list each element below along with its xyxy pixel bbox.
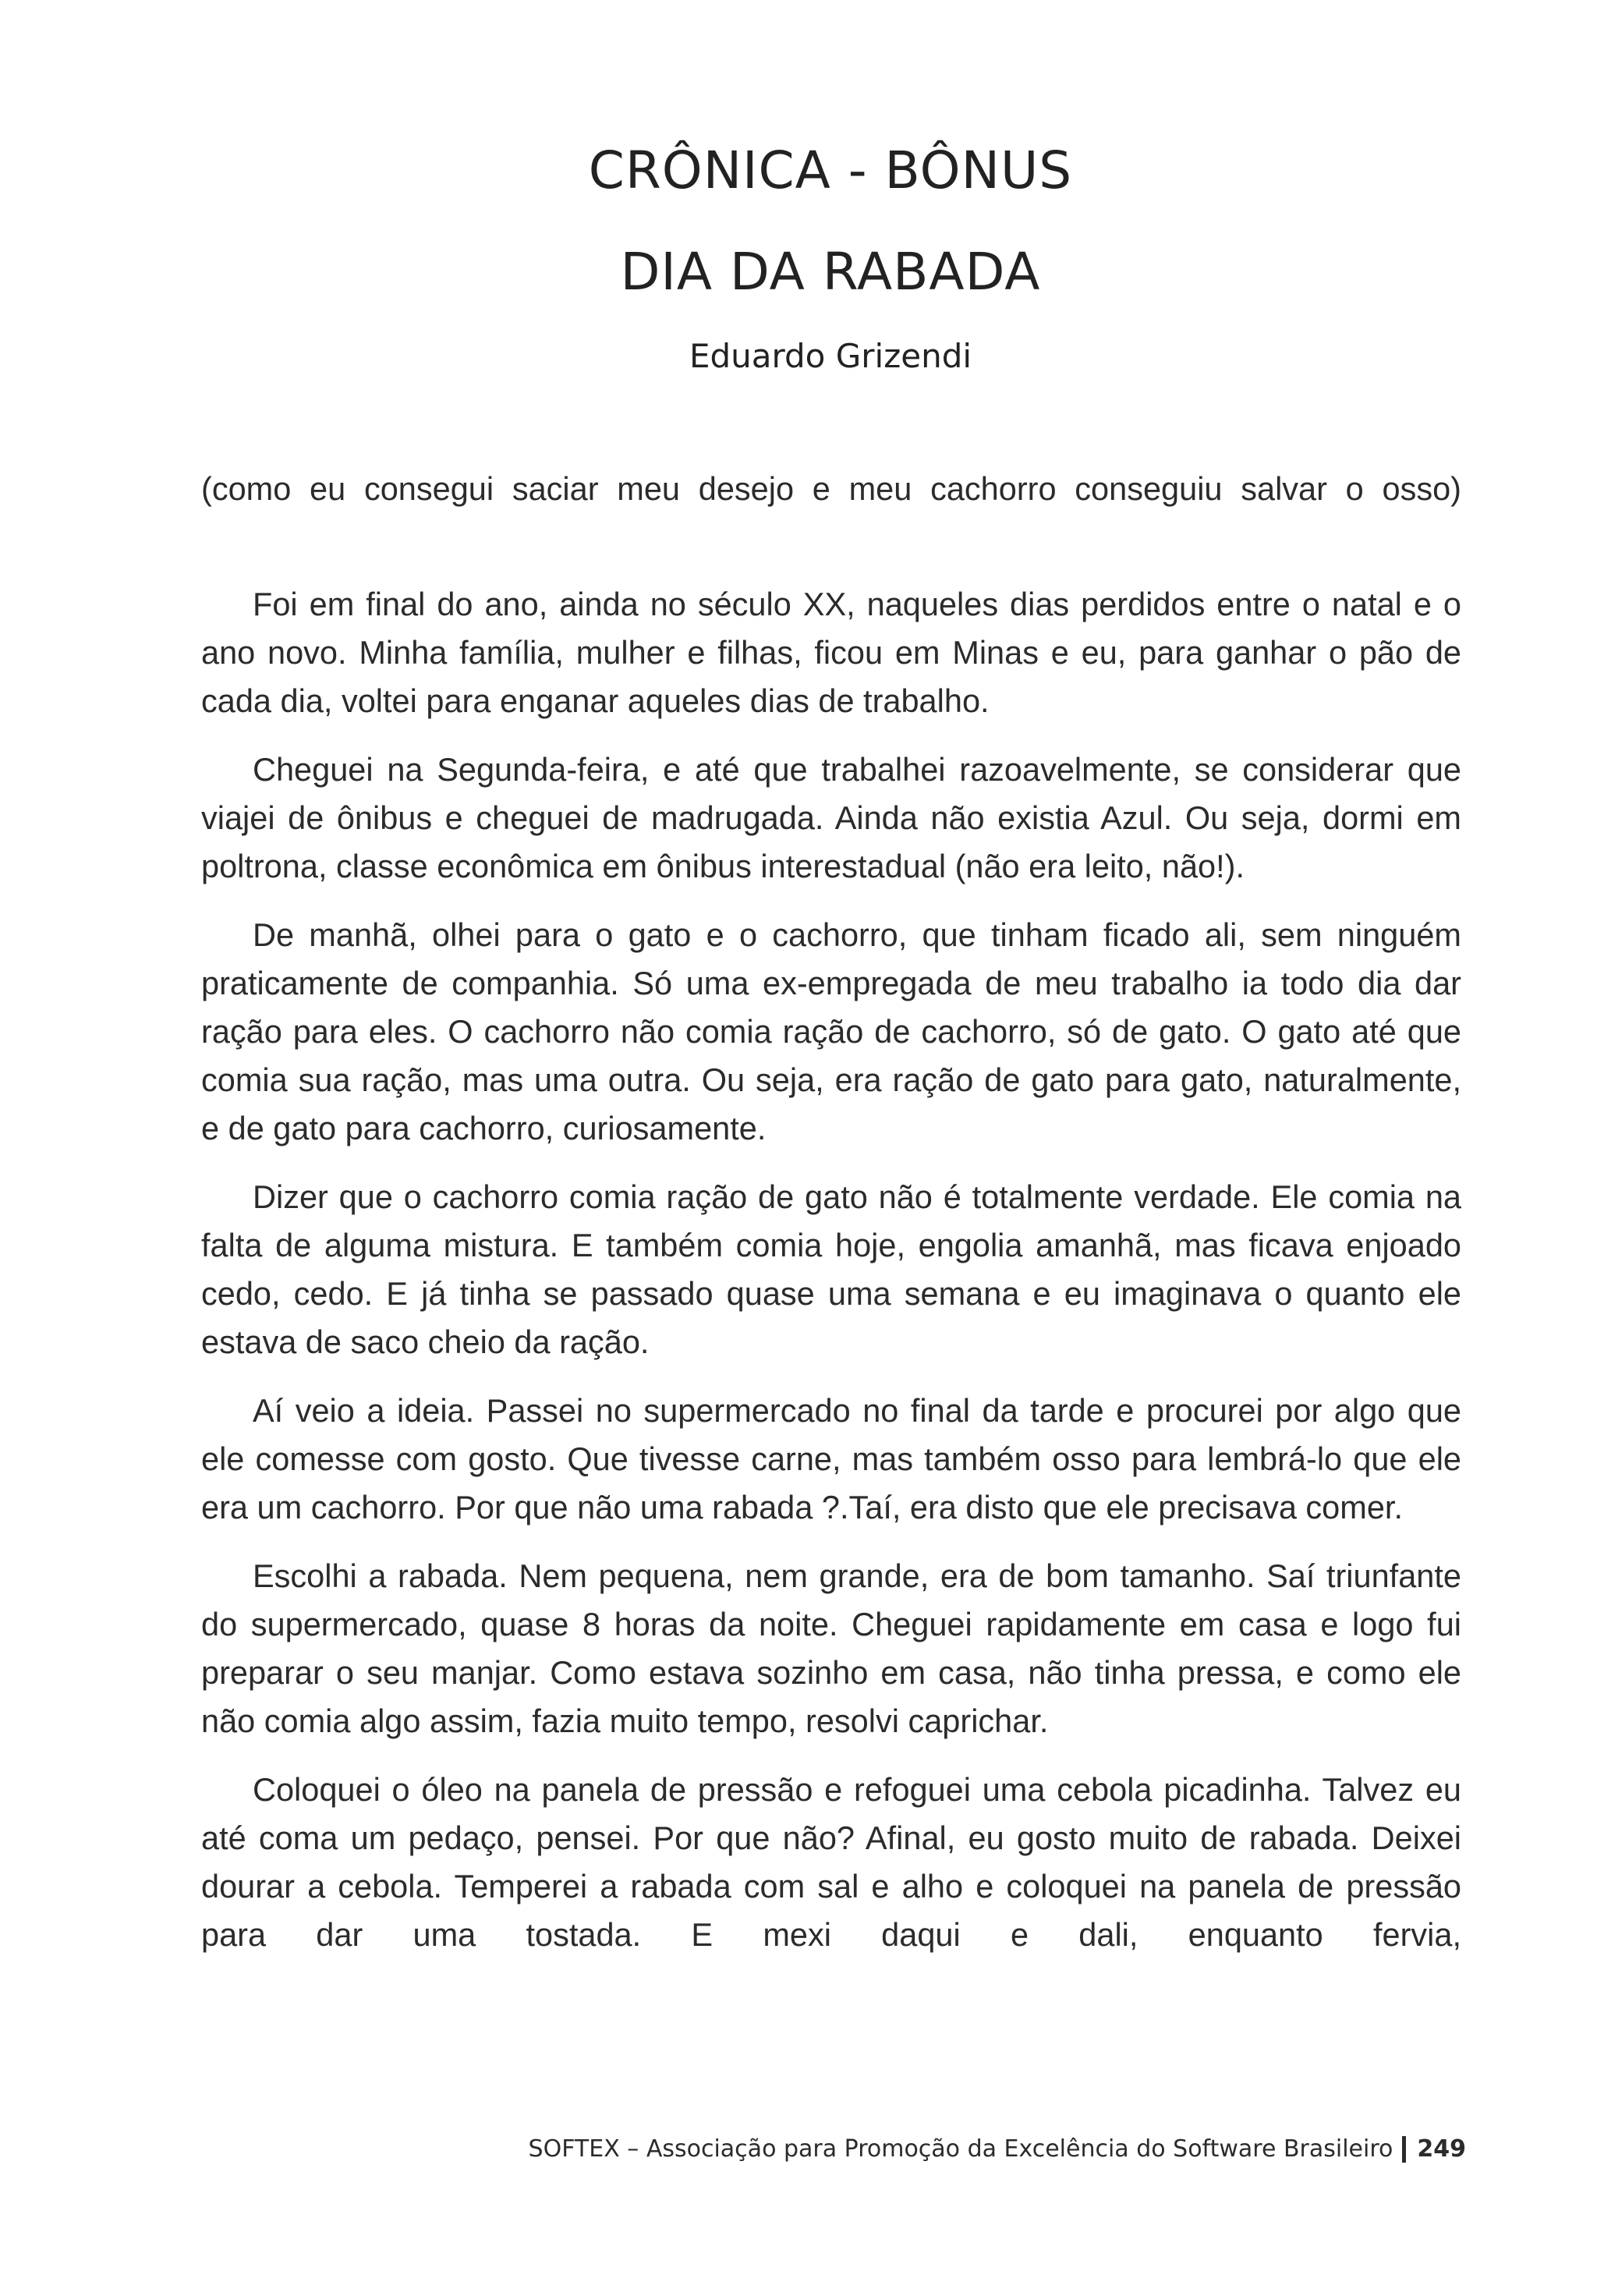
footer-separator bbox=[1402, 2136, 1406, 2163]
paragraph-5: Aí veio a ideia. Passei no supermercado no final da tarde e procurei por algo que ele comesse com gosto. Que tivesse carne, mas também osso para lembrá-lo que ele era um cachorro. Por que não uma rabada ?.Taí, era disto que ele precisava comer. bbox=[201, 1392, 1461, 1525]
footer-publisher: SOFTEX – Associação para Promoção da Excelência do Software Brasileiro bbox=[528, 2135, 1393, 2163]
paragraph-3: De manhã, olhei para o gato e o cachorro, que tinham ficado ali, sem ninguém praticamente de companhia. Só uma ex-empregada de meu trabalho ia todo dia dar ração para eles. O cachorro não comia ração de cachorro, só de gato. O gato até que comia sua ração, mas uma outra. Ou seja, era ração de gato para gato, naturalmente, e de gato para cachorro, curiosamente. bbox=[201, 916, 1461, 1146]
author-name: Eduardo Grizendi bbox=[689, 337, 972, 375]
paragraph-6: Escolhi a rabada. Nem pequena, nem grande, era de bom tamanho. Saí triunfante do supermercado, quase 8 horas da noite. Cheguei rapidamente em casa e logo fui preparar o seu manjar. Como estava sozinho em casa, não tinha pressa, e como ele não comia algo assim, fazia muito tempo, resolvi caprichar. bbox=[201, 1557, 1461, 1739]
chapter-subtitle-title: DIA DA RABADA bbox=[620, 242, 1041, 302]
paragraph-4: Dizer que o cachorro comia ração de gato não é totalmente verdade. Ele comia na falta de alguma mistura. E também comia hoje, engolia amanhã, mas ficava enjoado cedo, cedo. E já tinha se passado quase uma semana e eu imaginava o quanto ele estava de saco cheio da ração. bbox=[201, 1178, 1461, 1360]
paragraph-7: Coloquei o óleo na panela de pressão e refoguei uma cebola picadinha. Talvez eu até coma um pedaço, pensei. Por que não? Afinal, eu gosto muito de rabada. Deixei dourar a cebola. Temperei a rabada com sal e alho e coloquei na panela de pressão para dar uma tostada. E mexi daqui e dali, enquanto fervia, bbox=[201, 1771, 1461, 1953]
chapter-title: CRÔNICA - BÔNUS bbox=[588, 140, 1073, 200]
paragraph-1: Foi em final do ano, ainda no século XX, naqueles dias perdidos entre o natal e o ano novo. Minha família, mulher e filhas, ficou em Minas e eu, para ganhar o pão de cada dia, voltei para enganar aqueles dias de trabalho. bbox=[201, 586, 1461, 719]
page-number: 249 bbox=[1417, 2135, 1466, 2163]
body-text bbox=[201, 465, 1461, 1979]
epigraph: (como eu consegui saciar meu desejo e meu cachorro conseguiu salvar o osso) bbox=[201, 470, 1461, 507]
page-footer bbox=[529, 2135, 1466, 2163]
paragraph-2: Cheguei na Segunda-feira, e até que trabalhei razoavelmente, se considerar que viajei de ônibus e cheguei de madrugada. Ainda não existia Azul. Ou seja, dormi em poltrona, classe econômica em ônibus interestadual (não era leito, não!). bbox=[201, 751, 1461, 884]
